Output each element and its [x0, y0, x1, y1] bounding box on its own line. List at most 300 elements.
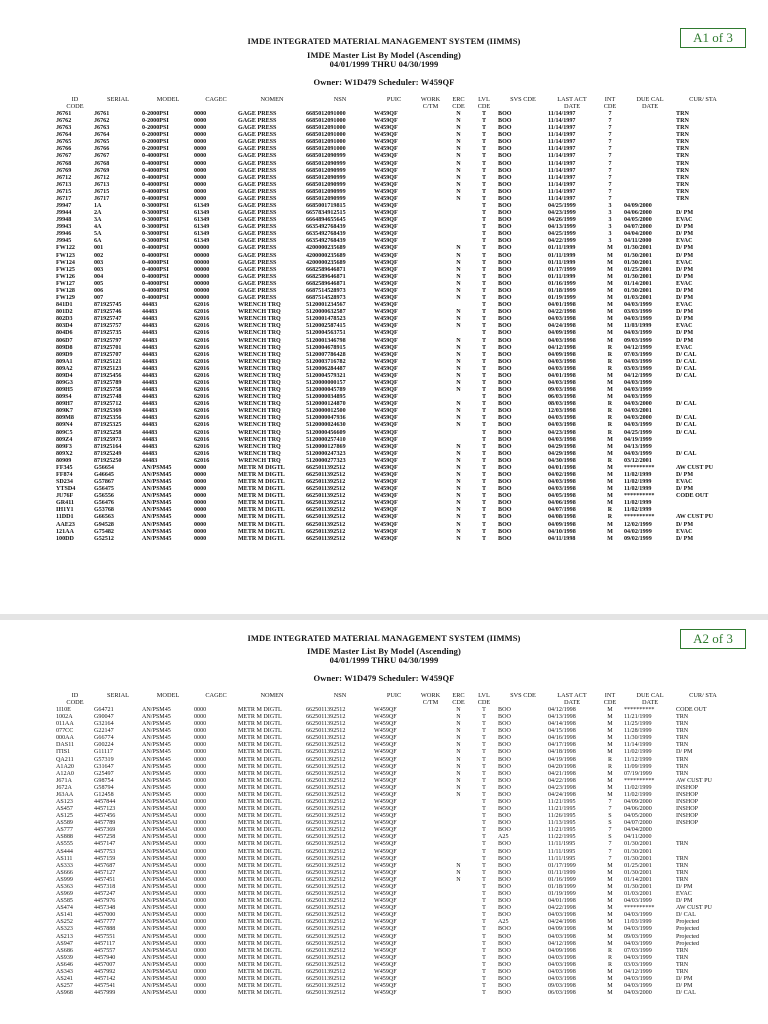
cell-nomen: GAGE PRESS: [238, 132, 277, 139]
cell-model: AN/PSM45: [142, 486, 172, 493]
cell-puic: W459QF: [374, 358, 398, 365]
cell-model: AN/PSM45: [142, 735, 171, 742]
cell-id: SD234: [56, 479, 73, 486]
cell-due: 04/03/1999: [624, 926, 652, 933]
cell-nsn: 6635492768439: [306, 224, 346, 231]
cell-puic: W459QF: [374, 351, 398, 358]
cell-erc: N: [456, 401, 461, 408]
cell-model: 0-3000PSI: [142, 217, 169, 224]
cell-model: AN/PSM45: [142, 535, 172, 542]
table-row: [56, 764, 730, 771]
cell-work: [414, 771, 447, 778]
cell-id: 801D2: [56, 309, 73, 316]
cell-model: AN/PSM45: [142, 742, 171, 749]
cell-last: 11/14/1997: [548, 125, 576, 132]
cell-int: M: [607, 898, 613, 905]
cell-svs: BOO: [498, 224, 512, 231]
cell-due: 11/12/1999: [624, 756, 652, 763]
cell-due: 12/02/1999: [624, 521, 652, 528]
cell-nsn: 6625011392512: [306, 479, 346, 486]
cell-last: 11/21/1995: [548, 827, 576, 834]
cell-lvl: T: [481, 125, 487, 132]
cell-puic: W459QF: [374, 728, 397, 735]
cell-svs: BOO: [498, 806, 511, 813]
table-row: [56, 231, 730, 238]
page-badge: A1 of 3: [680, 28, 746, 48]
cell-int: 3: [608, 203, 612, 210]
cell-int: M: [607, 500, 613, 507]
cell-last: 11/11/1995: [548, 848, 576, 855]
cell-int: R: [607, 365, 613, 372]
table-row: [56, 422, 730, 429]
column-header-serial: SERIAL: [106, 96, 130, 103]
cell-model: AN/PSM45AI: [142, 876, 178, 883]
column-header-model: MODEL: [156, 96, 180, 103]
cell-cur: TRN: [676, 181, 689, 188]
cell-nomen: GAGE PRESS: [238, 280, 277, 287]
cell-last: 04/06/1998: [548, 500, 576, 507]
table-row: [56, 330, 730, 337]
cell-puic: W459QF: [374, 295, 398, 302]
table-row: [56, 295, 730, 302]
table-row: [56, 778, 730, 785]
cell-puic: W459QF: [374, 266, 398, 273]
cell-due: 04/07/2000: [624, 224, 652, 231]
cell-id: 841D1: [56, 302, 73, 309]
cell-int: M: [607, 535, 613, 542]
cell-work: [414, 217, 447, 224]
cell-model: AN/PSM45: [142, 507, 172, 514]
cell-id: J6765: [56, 139, 72, 146]
cell-cagec: 0000: [194, 933, 207, 940]
cell-nomen: METR M DIGTL: [238, 983, 282, 990]
cell-nomen: GAGE PRESS: [238, 188, 277, 195]
cell-int: 7: [608, 118, 612, 125]
cell-nomen: METR M DIGTL: [238, 521, 285, 528]
table-row: [56, 196, 730, 203]
cell-nomen: METR M DIGTL: [238, 968, 282, 975]
cell-cagec: 0000: [194, 990, 207, 997]
cell-model: 0-4000PSI: [142, 160, 169, 167]
cell-int: R: [607, 351, 613, 358]
cell-erc: N: [456, 273, 461, 280]
cell-cagec: 0000: [194, 493, 207, 500]
cell-due: 09/03/1999: [624, 337, 652, 344]
cell-work: [414, 820, 447, 827]
cell-lvl: T: [481, 266, 487, 273]
cell-int: M: [607, 493, 613, 500]
cell-erc: N: [456, 379, 461, 386]
cell-last: 04/09/1998: [548, 521, 576, 528]
cell-work: [414, 764, 447, 771]
cell-due: 11/25/1999: [624, 721, 652, 728]
cell-work: [414, 415, 447, 422]
cell-erc: N: [456, 777, 461, 784]
cell-last: 04/22/1998: [548, 777, 576, 784]
cell-serial: G75482: [94, 528, 114, 535]
cell-serial: J6715: [94, 188, 110, 195]
cell-cur: D/ PM: [676, 521, 694, 528]
cell-nsn: 6625011392512: [306, 898, 346, 905]
cell-int: M: [607, 259, 613, 266]
cell-lvl: T: [481, 415, 487, 422]
cell-int: M: [607, 721, 613, 728]
cell-cur: TRN: [676, 125, 689, 132]
cell-due: 04/03/1999: [624, 975, 652, 982]
cell-work: [414, 224, 447, 231]
cell-nsn: 6685012091000: [306, 132, 346, 139]
cell-due: 11/02/1999: [624, 784, 652, 791]
cell-id: A12A0: [56, 770, 74, 777]
cell-last: 11/14/1997: [548, 160, 576, 167]
table-row: [56, 771, 730, 778]
cell-id: 077CC: [56, 728, 74, 735]
cell-cur: EVAC: [676, 238, 693, 245]
cell-cur: D/ PM: [676, 471, 694, 478]
cell-last: 04/09/1998: [548, 351, 576, 358]
cell-svs: BOO: [498, 707, 511, 713]
cell-nomen: GAGE PRESS: [238, 273, 277, 280]
cell-id: 809N4: [56, 422, 73, 429]
column-header-svs: SVS CDE: [510, 96, 536, 103]
cell-serial: 4457551: [94, 933, 116, 940]
cell-cagec: 0000: [194, 500, 207, 507]
cell-serial: 871925748: [94, 394, 122, 401]
cell-erc: N: [456, 422, 461, 429]
cell-nsn: 5120002587415: [306, 323, 346, 330]
cell-lvl: T: [481, 379, 487, 386]
cell-lvl: T: [482, 714, 486, 721]
cell-work: [414, 948, 447, 955]
cell-svs: BOO: [498, 372, 512, 379]
cell-puic: W459QF: [374, 146, 398, 153]
cell-int: M: [607, 968, 613, 975]
cell-serial: 871925747: [94, 316, 122, 323]
cell-cur: TRN: [676, 139, 689, 146]
cell-nomen: METR M DIGTL: [238, 926, 282, 933]
cell-nomen: WRENCH TRQ: [238, 436, 281, 443]
cell-serial: G98754: [94, 777, 114, 784]
cell-int: 7: [608, 188, 612, 195]
cell-due: 11/03/1999: [624, 323, 652, 330]
cell-nsn: 6625011392512: [306, 721, 346, 728]
cell-last: 04/09/1998: [548, 330, 576, 337]
cell-puic: W459QF: [374, 443, 398, 450]
cell-model: AN/PSM45AI: [142, 883, 178, 890]
cell-nomen: WRENCH TRQ: [238, 337, 281, 344]
cell-cagec: 0000: [194, 132, 207, 139]
cell-puic: W459QF: [374, 210, 398, 217]
cell-nsn: 5120006284487: [306, 365, 346, 372]
cell-due: 04/13/1999: [624, 443, 652, 450]
cell-svs: BOO: [498, 799, 511, 806]
cell-puic: W459QF: [374, 252, 398, 259]
cell-cur: Projected: [676, 933, 700, 940]
cell-lvl: T: [482, 834, 486, 841]
table-row: [56, 493, 730, 500]
cell-model: AN/PSM45AI: [142, 862, 178, 869]
cell-erc: N: [456, 365, 461, 372]
cell-int: M: [607, 245, 613, 252]
cell-puic: W459QF: [374, 507, 398, 514]
cell-svs: BOO: [498, 118, 512, 125]
cell-lvl: T: [482, 954, 486, 961]
cell-id: J6712: [56, 174, 72, 181]
cell-due: 11/30/1999: [624, 735, 652, 742]
cell-lvl: T: [482, 891, 486, 898]
cell-due: [624, 168, 676, 175]
cell-id: AS585: [56, 898, 73, 905]
cell-nomen: METR M DIGTL: [238, 742, 282, 749]
cell-cagec: 0000: [194, 153, 207, 160]
cell-puic: W459QF: [374, 721, 397, 728]
cell-puic: W459QF: [374, 869, 397, 876]
cell-serial: 871925707: [94, 351, 122, 358]
cell-model: AN/PSM45: [142, 784, 171, 791]
cell-work: [414, 955, 447, 962]
cell-nsn: 5120004563751: [306, 330, 346, 337]
cell-serial: 4457007: [94, 961, 116, 968]
cell-last: 11/11/1995: [548, 855, 576, 862]
table-row: [56, 969, 730, 976]
cell-last: 01/11/1999: [548, 252, 576, 259]
cell-erc: N: [456, 876, 461, 883]
cell-id: 100DD: [56, 535, 74, 542]
cell-last: 04/11/1998: [548, 535, 576, 542]
cell-id: J9943: [56, 224, 72, 231]
cell-svs: BOO: [498, 820, 511, 827]
cell-int: 7: [608, 195, 612, 202]
cell-serial: 4457258: [94, 834, 116, 841]
cell-serial: G66774: [94, 735, 114, 742]
cell-last: 04/13/1998: [548, 714, 576, 721]
table-row: [56, 274, 730, 281]
cell-svs: BOO: [498, 975, 511, 982]
cell-erc: N: [456, 471, 461, 478]
cell-nsn: 6682589646871: [306, 273, 346, 280]
cell-cur: TRN: [676, 869, 689, 876]
cell-id: ITIS1: [56, 749, 71, 756]
cell-lvl: T: [481, 280, 487, 287]
cell-erc: N: [456, 721, 461, 728]
cell-nomen: METR M DIGTL: [238, 869, 282, 876]
cell-puic: W459QF: [374, 940, 397, 947]
cell-nomen: METR M DIGTL: [238, 486, 285, 493]
report-date-range: 04/01/1999 THRU 04/30/1999: [329, 59, 439, 69]
cell-cagec: 0000: [194, 954, 207, 961]
cell-nomen: METR M DIGTL: [238, 528, 285, 535]
cell-due: 04/03/1999: [624, 912, 652, 919]
cell-lvl: T: [481, 507, 487, 514]
cell-svs: BOO: [498, 139, 512, 146]
cell-serial: 4457456: [94, 813, 116, 820]
report-owner-scheduler: Owner: W1D479 Scheduler: W459QF: [313, 77, 455, 87]
cell-nsn: 6685012091000: [306, 118, 346, 125]
cell-due: [624, 182, 676, 189]
cell-model: AN/PSM45: [142, 777, 171, 784]
cell-svs: BOO: [498, 167, 512, 174]
cell-id: AS111: [56, 855, 73, 862]
cell-puic: W459QF: [374, 919, 397, 926]
cell-cur: D/ PM: [676, 245, 694, 252]
cell-svs: BOO: [498, 479, 512, 486]
cell-int: M: [607, 266, 613, 273]
cell-model: AN/PSM45AI: [142, 947, 178, 954]
cell-cur: D/ PM: [676, 273, 694, 280]
cell-last: 04/10/1998: [548, 528, 576, 535]
cell-int: 7: [608, 160, 612, 167]
cell-cagec: 62016: [194, 387, 210, 394]
cell-svs: BOO: [498, 302, 512, 309]
cell-nsn: 6625011392512: [306, 714, 346, 721]
cell-puic: W459QF: [374, 855, 397, 862]
cell-last: 01/16/1999: [548, 876, 576, 883]
cell-last: 04/12/1998: [548, 707, 576, 713]
cell-erc: N: [456, 188, 461, 195]
table-row: [56, 799, 730, 806]
cell-model: AN/PSM45AI: [142, 813, 178, 820]
cell-model: AN/PSM45AI: [142, 869, 178, 876]
cell-nomen: METR M DIGTL: [238, 493, 285, 500]
cell-nsn: 6625011392512: [306, 933, 346, 940]
cell-erc: [447, 302, 470, 309]
cell-cur: D/ CAL: [676, 358, 697, 365]
cell-serial: G22147: [94, 728, 114, 735]
cell-serial: G56476: [94, 500, 114, 507]
cell-svs: BOO: [498, 876, 511, 883]
cell-cagec: 0000: [194, 827, 207, 834]
cell-nsn: 6625011392512: [306, 862, 346, 869]
cell-nsn: 4200000235689: [306, 252, 346, 259]
cell-last: 12/03/1998: [548, 408, 576, 415]
cell-int: M: [607, 990, 613, 997]
cell-cur: EVAC: [676, 479, 693, 486]
cell-id: 011AA: [56, 721, 74, 728]
table-row: [56, 465, 730, 472]
cell-model: 0-3000PSI: [142, 210, 169, 217]
cell-puic: W459QF: [374, 408, 398, 415]
cell-id: FW122: [56, 245, 75, 252]
cell-lvl: T: [481, 174, 487, 181]
cell-erc: [447, 231, 470, 238]
column-header-nomen: NOMEN: [260, 96, 284, 103]
cell-puic: W459QF: [374, 401, 398, 408]
cell-nsn: 6625011392512: [306, 770, 346, 777]
table-row: [56, 451, 730, 458]
cell-erc: [447, 934, 470, 941]
cell-nomen: METR M DIGTL: [238, 848, 282, 855]
cell-serial: G56475: [94, 486, 114, 493]
cell-svs: BOO: [498, 316, 512, 323]
cell-nomen: METR M DIGTL: [238, 919, 282, 926]
cell-lvl: T: [481, 316, 487, 323]
cell-id: AS666: [56, 869, 73, 876]
cell-due: 01/30/2001: [624, 245, 652, 252]
cell-erc: N: [456, 735, 461, 742]
cell-cur: D/ PM: [676, 486, 694, 493]
cell-nomen: METR M DIGTL: [238, 479, 285, 486]
cell-svs: BOO: [498, 912, 511, 919]
cell-puic: W459QF: [374, 309, 398, 316]
cell-id: FF345: [56, 464, 73, 471]
table-row: [56, 366, 730, 373]
cell-cur: CODE OUT: [676, 707, 707, 713]
cell-last: 04/20/1998: [548, 763, 576, 770]
cell-model: 0-2000PSI: [142, 139, 169, 146]
cell-svs: BOO: [498, 841, 511, 848]
cell-model: 0-3000PSI: [142, 224, 169, 231]
cell-cagec: 0000: [194, 940, 207, 947]
cell-cagec: 0000: [194, 777, 207, 784]
cell-nsn: 6625011392512: [306, 514, 346, 521]
cell-int: 7: [608, 153, 612, 160]
table-row: [56, 841, 730, 848]
cell-lvl: T: [481, 323, 487, 330]
table-row: [56, 849, 730, 856]
cell-int: M: [607, 323, 613, 330]
cell-work: [414, 806, 447, 813]
cell-svs: BOO: [498, 961, 511, 968]
cell-serial: 871925745: [94, 302, 122, 309]
cell-model: 0-3000PSI: [142, 203, 169, 210]
cell-nsn: 6685001719815: [306, 203, 346, 210]
cell-cur: TRN: [676, 714, 689, 721]
cell-work: [414, 189, 447, 196]
cell-puic: W459QF: [374, 876, 397, 883]
table-row: [56, 792, 730, 799]
cell-cagec: 61349: [194, 238, 210, 245]
cell-erc: N: [456, 181, 461, 188]
cell-int: M: [607, 940, 613, 947]
cell-last: 04/01/1998: [548, 464, 576, 471]
cell-model: AN/PSM45: [142, 770, 171, 777]
table-row: [56, 359, 730, 366]
cell-id: AS125: [56, 813, 73, 820]
cell-serial: 871925746: [94, 309, 122, 316]
cell-nomen: GAGE PRESS: [238, 125, 277, 132]
cell-erc: N: [456, 742, 461, 749]
column-header-nsn: NSN: [333, 692, 347, 699]
cell-lvl: T: [481, 195, 487, 202]
cell-last: 04/13/1999: [548, 224, 576, 231]
cell-last: 11/14/1997: [548, 195, 576, 202]
cell-cur: Projected: [676, 926, 700, 933]
cell-model: AN/PSM45AI: [142, 855, 178, 862]
cell-puic: W459QF: [374, 153, 398, 160]
cell-nsn: 6625011392512: [306, 728, 346, 735]
cell-id: 809D8: [56, 344, 73, 351]
cell-int: M: [607, 471, 613, 478]
cell-serial: G57867: [94, 479, 114, 486]
cell-nsn: 6625011392512: [306, 848, 346, 855]
cell-erc: [447, 430, 470, 437]
report-owner-scheduler: Owner: W1D479 Scheduler: W459QF: [313, 673, 455, 683]
cell-model: AN/PSM45AI: [142, 975, 178, 982]
cell-nsn: 6625011392512: [306, 471, 346, 478]
cell-work: [414, 841, 447, 848]
cell-cur: TRN: [676, 735, 689, 742]
cell-cur: TRN: [676, 174, 689, 181]
cell-serial: 4457844: [94, 799, 116, 806]
cell-svs: BOO: [498, 273, 512, 280]
cell-int: 7: [608, 799, 612, 806]
cell-cagec: 00000: [194, 280, 210, 287]
cell-puic: W459QF: [374, 898, 397, 905]
cell-model: 44483: [142, 429, 158, 436]
cell-cur: TRN: [676, 862, 689, 869]
cell-work: [414, 856, 447, 863]
cell-cagec: 0000: [194, 479, 207, 486]
